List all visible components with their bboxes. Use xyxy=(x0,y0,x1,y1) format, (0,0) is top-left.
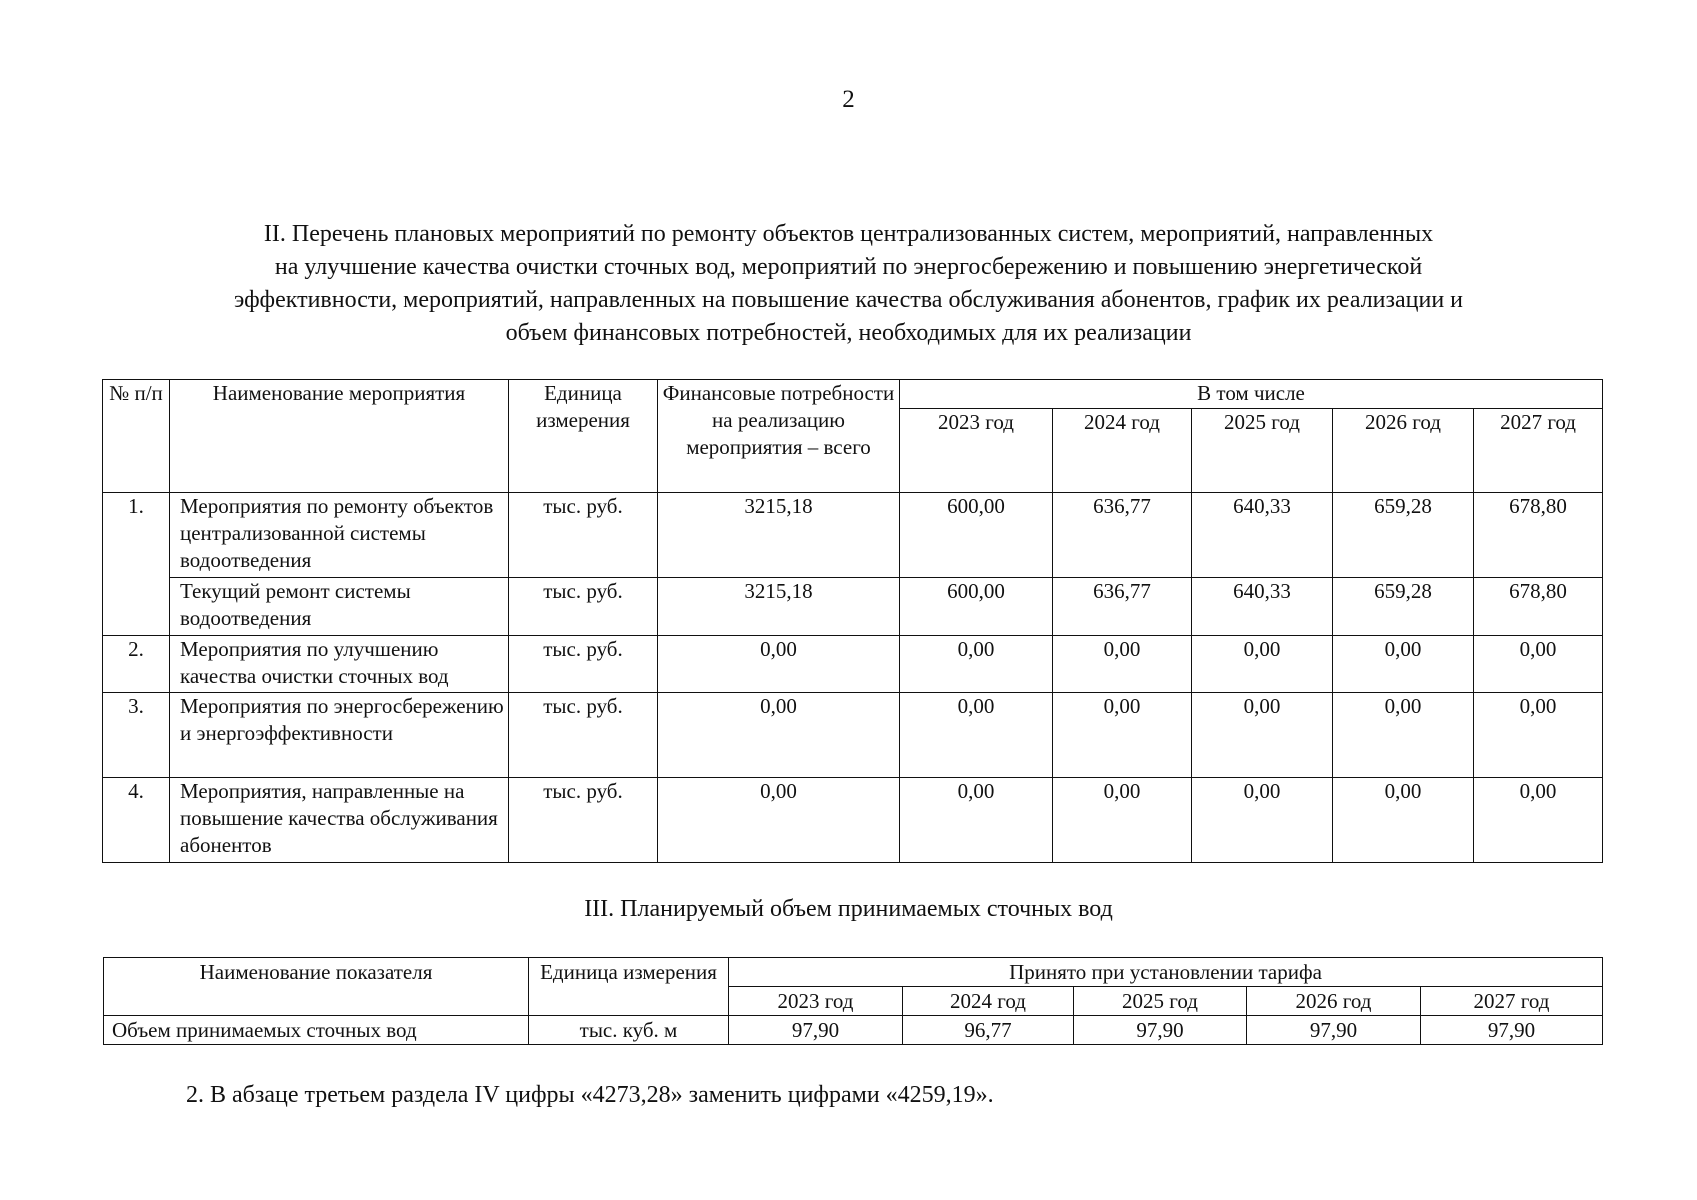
row-value: 96,77 xyxy=(903,1016,1074,1045)
row-value: 0,00 xyxy=(1333,778,1474,863)
header-year: 2027 год xyxy=(1474,409,1603,493)
row-value: 0,00 xyxy=(1474,693,1603,778)
header-year: 2025 год xyxy=(1074,987,1247,1016)
row-num: 3. xyxy=(103,693,170,778)
header-total: Финансовые потребности на реализацию мероприятия – всего xyxy=(658,380,900,493)
row-value: 600,00 xyxy=(900,493,1053,578)
row-name: Мероприятия по ремонту объектов централизованной системы водоотведения xyxy=(170,493,509,578)
row-value: 0,00 xyxy=(1053,636,1192,693)
row-unit: тыс. руб. xyxy=(509,493,658,578)
row-num: 4. xyxy=(103,778,170,863)
row-value: 678,80 xyxy=(1474,493,1603,578)
section-3-title: III. Планируемый объем принимаемых сточных вод xyxy=(584,896,1113,922)
row-value: 0,00 xyxy=(900,636,1053,693)
table-row xyxy=(103,636,1603,693)
row-value: 0,00 xyxy=(1333,636,1474,693)
row-name: Текущий ремонт системы водоотведения xyxy=(170,578,509,636)
header-indicator: Наименование показателя xyxy=(104,958,529,1016)
row-unit: тыс. руб. xyxy=(509,693,658,778)
row-value: 636,77 xyxy=(1053,493,1192,578)
row-value: 0,00 xyxy=(1474,778,1603,863)
header-including: В том числе xyxy=(900,380,1603,409)
row-total: 0,00 xyxy=(658,636,900,693)
row-unit: тыс. руб. xyxy=(509,778,658,863)
row-value: 0,00 xyxy=(1192,778,1333,863)
row-num: 2. xyxy=(103,636,170,693)
table-row xyxy=(103,778,1603,863)
header-year: 2027 год xyxy=(1421,987,1603,1016)
row-value: 636,77 xyxy=(1053,578,1192,636)
wastewater-volume-table xyxy=(103,957,1603,1045)
row-num: 1. xyxy=(103,493,170,636)
row-total: 3215,18 xyxy=(658,493,900,578)
header-year: 2026 год xyxy=(1247,987,1421,1016)
row-value: 97,90 xyxy=(1247,1016,1421,1045)
row-value: 97,90 xyxy=(1421,1016,1603,1045)
row-total: 0,00 xyxy=(658,778,900,863)
row-value: 97,90 xyxy=(729,1016,903,1045)
page-number: 2 xyxy=(842,86,855,113)
header-unit: Единица измерения xyxy=(529,958,729,1016)
section-2-title xyxy=(110,218,1587,350)
header-name: Наименование мероприятия xyxy=(170,380,509,493)
row-value: 600,00 xyxy=(900,578,1053,636)
table-row xyxy=(104,1016,1603,1045)
row-name: Мероприятия по энергосбережению и энергоэффективности xyxy=(170,693,509,778)
section-2-title-line: II. Перечень плановых мероприятий по ремонту объектов централизованных систем, мероприятий, направленных xyxy=(263,221,1434,247)
table-row xyxy=(103,578,1603,636)
row-value: 640,33 xyxy=(1192,578,1333,636)
header-year: 2023 год xyxy=(729,987,903,1016)
row-value: 0,00 xyxy=(1192,636,1333,693)
row-unit: тыс. руб. xyxy=(509,578,658,636)
table-row xyxy=(103,493,1603,578)
header-year: 2025 год xyxy=(1192,409,1333,493)
row-value: 0,00 xyxy=(900,693,1053,778)
row-value: 659,28 xyxy=(1333,578,1474,636)
row-name: Мероприятия по улучшению качества очистки сточных вод xyxy=(170,636,509,693)
section-2-title-line: эффективности, мероприятий, направленных на повышение качества обслуживания абонентов, график их реализации и xyxy=(233,287,1464,313)
table-row xyxy=(103,693,1603,778)
row-name: Мероприятия, направленные на повышение качества обслуживания абонентов xyxy=(170,778,509,863)
header-year: 2026 год xyxy=(1333,409,1474,493)
row-value: 0,00 xyxy=(1053,693,1192,778)
header-unit: Единица измерения xyxy=(509,380,658,493)
row-unit: тыс. руб. xyxy=(509,636,658,693)
header-num: № п/п xyxy=(103,380,170,493)
row-value: 0,00 xyxy=(1053,778,1192,863)
section-2-title-line: на улучшение качества очистки сточных вод, мероприятий по энергосбережению и повышению энергетической xyxy=(274,254,1423,280)
row-value: 678,80 xyxy=(1474,578,1603,636)
row-value: 0,00 xyxy=(1474,636,1603,693)
header-year: 2023 год xyxy=(900,409,1053,493)
row-value: 659,28 xyxy=(1333,493,1474,578)
row-unit: тыс. куб. м xyxy=(529,1016,729,1045)
row-name: Объем принимаемых сточных вод xyxy=(104,1016,529,1045)
row-value: 0,00 xyxy=(1192,693,1333,778)
measures-table xyxy=(102,379,1603,863)
header-year: 2024 год xyxy=(1053,409,1192,493)
row-total: 0,00 xyxy=(658,693,900,778)
row-value: 97,90 xyxy=(1074,1016,1247,1045)
header-year: 2024 год xyxy=(903,987,1074,1016)
row-value: 0,00 xyxy=(900,778,1053,863)
amendment-paragraph: 2. В абзаце третьем раздела IV цифры «4273,28» заменить цифрами «4259,19». xyxy=(186,1082,994,1108)
row-value: 640,33 xyxy=(1192,493,1333,578)
header-accepted: Принято при установлении тарифа xyxy=(729,958,1603,987)
row-value: 0,00 xyxy=(1333,693,1474,778)
row-total: 3215,18 xyxy=(658,578,900,636)
section-2-title-line: объем финансовых потребностей, необходимых для их реализации xyxy=(505,320,1192,346)
